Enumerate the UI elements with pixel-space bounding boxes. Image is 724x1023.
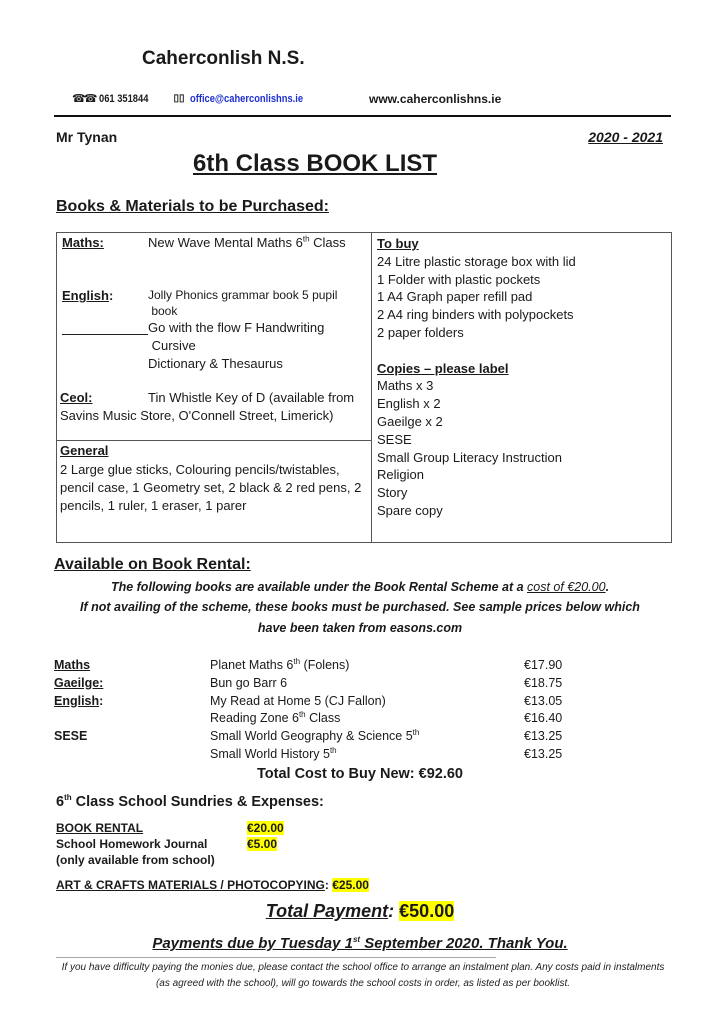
rental-subject — [54, 729, 87, 743]
art-crafts-label: ART & CRAFTS MATERIALS / PHOTOCOPYING — [56, 878, 325, 892]
ceol-label: Ceol: — [60, 390, 93, 405]
to-buy-item: 2 paper folders — [377, 324, 464, 340]
journal-value: €5.00 — [247, 837, 278, 851]
superscript: th — [64, 793, 72, 803]
to-buy-item: 2 A4 ring binders with polypockets — [377, 307, 574, 323]
total-payment — [40, 901, 680, 922]
english-item-3: Dictionary & Thesaurus — [148, 356, 283, 371]
copies-item: Story — [377, 485, 408, 501]
due-text: Payments due by Tuesday 1 — [152, 935, 353, 952]
book-rental-label: BOOK RENTAL — [56, 821, 144, 835]
rental-heading: Available on Book Rental: — [54, 556, 251, 573]
copies-label: Copies – please label — [377, 360, 509, 376]
copies-item: English x 2 — [377, 396, 441, 412]
superscript: th — [302, 234, 310, 244]
superscript: th — [293, 656, 301, 666]
page-title: 6th Class BOOK LIST — [193, 150, 438, 177]
copies-item: SESE — [377, 431, 412, 447]
english-label-text: English — [62, 288, 109, 303]
rental-cost: cost of €20.00 — [527, 580, 606, 594]
rental-subject — [54, 676, 103, 690]
copies-item: Gaeilge x 2 — [377, 413, 443, 429]
footer-divider — [56, 957, 496, 958]
general-label: General — [60, 443, 109, 458]
rental-intro-line-2: If not availing of the scheme, these books must be purchased. See sample prices below which — [80, 600, 640, 614]
rental-subject-text: English — [54, 693, 100, 708]
purchase-heading: Books & Materials to be Purchased: — [56, 198, 329, 215]
rental-book-price: €13.05 — [524, 693, 563, 708]
instalment-footnote — [40, 960, 686, 992]
rental-intro-line-1 — [40, 577, 680, 597]
english-item-2-cont: Cursive — [148, 338, 196, 353]
to-buy-column — [377, 235, 667, 520]
maths-label: Maths: — [62, 235, 104, 250]
table-divider-vertical — [371, 232, 372, 543]
rental-book-row — [54, 658, 674, 675]
header-divider — [54, 115, 671, 117]
sundries-heading-text: Class School Sundries & Expenses: — [71, 794, 324, 810]
english-label — [62, 288, 113, 303]
rental-book-price: €13.25 — [524, 729, 563, 744]
rental-book-row — [54, 694, 674, 711]
rental-book-row — [54, 729, 674, 746]
ceol-item: Tin Whistle Key of D (available from — [148, 390, 355, 405]
table-divider-horizontal — [56, 440, 372, 441]
teacher-name: Mr Tynan — [56, 129, 118, 145]
general-items: 2 Large glue sticks, Colouring pencils/twistables, pencil case, 1 Geometry set, 2 black & 2 red pens, 2 pencils, 1 ruler, 1 eraser, 1 parer — [60, 462, 362, 513]
english-item-1: Jolly Phonics grammar book 5 pupil — [148, 288, 338, 302]
art-crafts-value: €25.00 — [332, 878, 369, 892]
rental-book-title: My Read at Home 5 (CJ Fallon) — [210, 693, 386, 708]
to-buy-item: 24 Litre plastic storage box with lid — [377, 253, 576, 269]
book-rental-value: €20.00 — [247, 821, 284, 835]
mail-icon: ▯▯ — [173, 93, 185, 104]
rental-book-row — [54, 711, 674, 728]
to-buy-item: 1 A4 Graph paper refill pad — [377, 289, 533, 305]
rental-subject — [54, 658, 90, 672]
rental-subject — [54, 694, 103, 708]
english-item-2: Go with the flow F Handwriting — [148, 320, 325, 335]
rental-book-price: €16.40 — [524, 711, 563, 726]
copies-item: Maths x 3 — [377, 378, 434, 394]
school-year: 2020 - 2021 — [588, 129, 663, 145]
maths-item — [148, 235, 346, 250]
payment-due-notice — [40, 935, 680, 952]
due-text-suffix: September 2020. Thank You. — [360, 935, 568, 952]
rental-book-row — [54, 747, 674, 764]
rental-intro-text: The following books are available under the Book Rental Scheme at a — [110, 580, 528, 594]
total-cost-new: Total Cost to Buy New: €92.60 — [257, 766, 463, 782]
english-colon: : — [108, 288, 114, 303]
rental-book-price: €13.25 — [524, 747, 563, 761]
phone-icon: ☎☎ — [72, 93, 96, 105]
total-payment-colon: : — [388, 901, 400, 921]
total-payment-value: €50.00 — [399, 901, 455, 921]
rental-subject-text: Gaeilge: — [54, 675, 104, 690]
superscript: st — [352, 935, 361, 944]
website-link[interactable]: www.caherconlishns.ie — [369, 92, 502, 106]
english-blank-line — [62, 334, 148, 335]
copies-item: Spare copy — [377, 502, 443, 518]
rental-book-title: Planet Maths 6th (Folens) — [210, 656, 350, 672]
sundries-heading — [56, 794, 324, 810]
journal-label: School Homework Journal — [56, 837, 208, 851]
rental-intro-line-3: have been taken from easons.com — [257, 621, 463, 635]
email-link[interactable]: office@caherconlishns.ie — [189, 92, 303, 105]
rental-book-price: €18.75 — [524, 675, 563, 690]
rental-book-title: Small World History 5th — [210, 745, 337, 761]
rental-book-row — [54, 676, 674, 693]
total-payment-label: Total Payment — [265, 901, 389, 921]
rental-book-title: Small World Geography & Science 5th — [210, 728, 420, 744]
phone-number: 061 351844 — [99, 92, 149, 105]
to-buy-label: To buy — [377, 236, 419, 251]
footnote-line-2: (as agreed with the school), will go towards the school costs in order, as listed as per booklist. — [155, 978, 571, 989]
superscript: th — [298, 710, 306, 720]
copies-item: Small Group Literacy Instruction — [377, 449, 562, 465]
rental-subject-text: Maths — [54, 658, 91, 672]
contact-row — [72, 92, 323, 105]
superscript: th — [329, 745, 337, 755]
sundries-heading-num: 6 — [56, 794, 65, 810]
rental-book-title: Bun go Barr 6 — [210, 675, 288, 690]
footnote-line-1: If you have difficulty paying the monies due, please contact the school office to arrange an instalment plan. Any costs paid in instalments — [61, 962, 665, 973]
art-crafts-row — [56, 878, 369, 892]
spacer — [377, 342, 667, 360]
maths-item-text: New Wave Mental Maths 6 — [148, 235, 303, 250]
maths-item-suffix: Class — [309, 235, 346, 250]
rental-subject-colon: : — [99, 693, 104, 708]
to-buy-item: 1 Folder with plastic pockets — [377, 271, 541, 287]
rental-book-title: Reading Zone 6th Class — [210, 710, 341, 726]
rental-subject-text: SESE — [54, 729, 88, 744]
rental-intro-period: . — [605, 580, 610, 594]
art-crafts-colon: : — [324, 878, 333, 892]
english-item-1-cont: book — [148, 304, 178, 318]
school-name: Caherconlish N.S. — [142, 48, 305, 69]
journal-note: (only available from school) — [56, 853, 215, 867]
superscript: th — [412, 728, 420, 738]
rental-book-price: €17.90 — [524, 658, 563, 672]
ceol-item-cont: Savins Music Store, O'Connell Street, Limerick) — [60, 408, 334, 423]
copies-item: Religion — [377, 467, 424, 483]
